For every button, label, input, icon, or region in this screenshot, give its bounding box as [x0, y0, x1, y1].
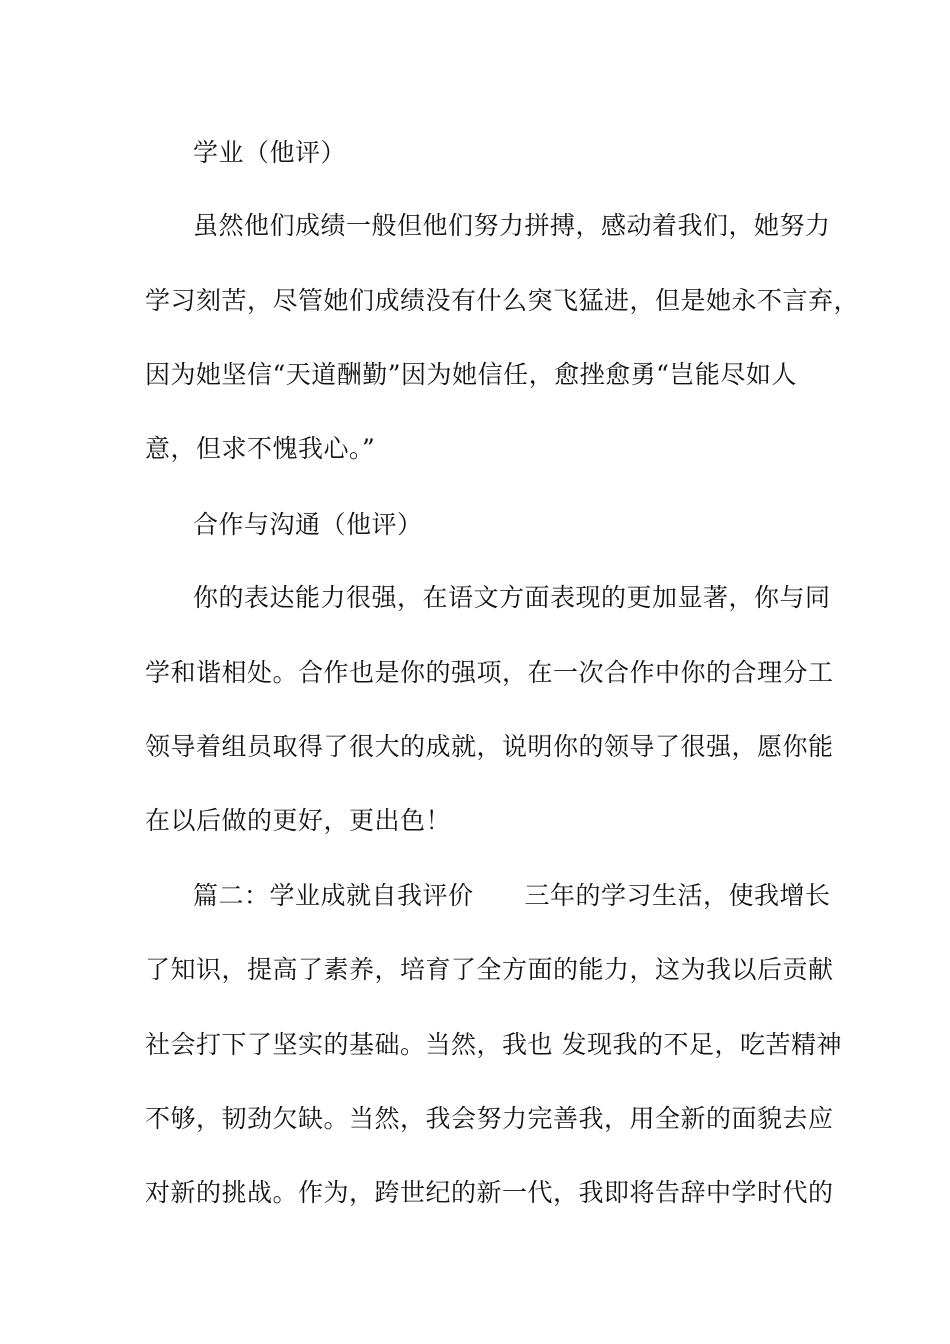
section-heading-cooperation: 合作与沟通（他评）	[193, 510, 423, 539]
paragraph-line: 对新的挑战。作为，跨世纪的新一代，我即将告辞中学时代的	[145, 1178, 834, 1207]
paragraph-line: 意，但求不愧我心。”	[145, 434, 376, 463]
paragraph-line: 不够，韧劲欠缺。当然，我会努力完善我，用全新的面貌去应	[145, 1104, 834, 1133]
paragraph-line: 因为她坚信“天道酬勤”因为她信任，愈挫愈勇“岂能尽如人	[145, 360, 797, 389]
paragraph-line: 在以后做的更好，更出色！	[145, 806, 452, 835]
paragraph-line: 学习刻苦，尽管她们成绩没有什么突飞猛进，但是她永不言弃，	[145, 286, 860, 315]
paragraph-line: 虽然他们成绩一般但他们努力拼搏，感动着我们，她努力	[193, 211, 831, 240]
paragraph-line: 篇二：学业成就自我评价 三年的学习生活，使我增长	[193, 881, 831, 910]
section-heading-academic: 学业（他评）	[193, 138, 347, 167]
paragraph-line: 你的表达能力很强，在语文方面表现的更加显著，你与同	[193, 583, 831, 612]
paragraph-line: 领导着组员取得了很大的成就，说明你的领导了很强，愿你能	[145, 732, 834, 761]
paragraph-line: 了知识，提高了素养，培育了全方面的能力，这为我以后贡献	[145, 955, 834, 984]
paragraph-line: 社会打下了坚实的基础。当然，我也 发现我的不足，吃苦精神	[145, 1030, 842, 1059]
paragraph-line: 学和谐相处。合作也是你的强项，在一次合作中你的合理分工	[145, 658, 834, 687]
